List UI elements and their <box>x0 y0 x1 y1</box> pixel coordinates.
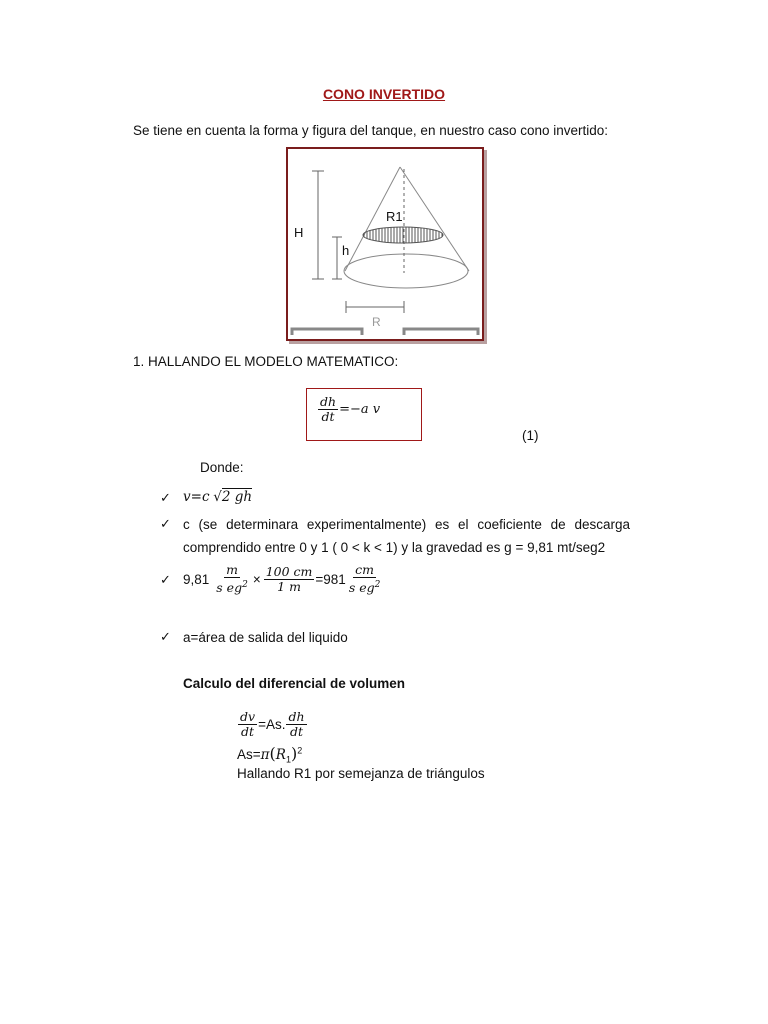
intro-text: Se tiene en cuenta la forma y figura del tanque, en nuestro caso cono invertido: <box>133 123 609 138</box>
velocity-lhs: v= <box>183 489 202 505</box>
donde-label: Donde: <box>200 460 244 475</box>
bullet-coefficient-line-1: c (se determinara experimentalmente) es el coeficiente de descarga <box>183 517 630 532</box>
equation-number: (1) <box>522 428 539 443</box>
numerator: m <box>226 562 238 577</box>
fraction-dh-dt-2 <box>286 710 306 739</box>
numerator: dh <box>320 394 337 409</box>
bullet-coefficient-line-2: comprendido entre 0 y 1 ( 0 < k < 1) y la gravedad es g = 9,81 mt/seg2 <box>183 540 606 555</box>
tank-base-left <box>292 329 362 335</box>
checkmark-icon: ✓ <box>160 491 171 506</box>
cone-figure <box>286 147 484 341</box>
exponent: 2 <box>242 580 248 590</box>
equation-2-mid: =As. <box>258 717 286 732</box>
gravity-value: 9,81 <box>183 571 210 587</box>
tank-base-right <box>404 329 478 335</box>
bullet-velocity <box>183 489 252 505</box>
left-paren-icon: ( <box>269 744 276 763</box>
liquid-surface <box>363 227 443 243</box>
pi-symbol: π <box>260 747 270 763</box>
exponent: 2 <box>374 580 381 590</box>
fraction-dv-dt <box>238 710 257 739</box>
equation-rhs: =−a v <box>339 402 381 417</box>
bullet-area: a=área de salida del liquido <box>183 630 348 645</box>
gravity-result: =981 <box>315 571 346 587</box>
page-title: CONO INVERTIDO <box>322 86 446 102</box>
fraction-m-seg2 <box>214 563 250 595</box>
fraction-dh-dt <box>318 395 338 424</box>
fraction-cm-seg2 <box>347 563 383 595</box>
checkmark-icon: ✓ <box>160 517 171 532</box>
denominator <box>214 578 250 595</box>
equation-1 <box>317 395 380 424</box>
right-paren-icon: ) <box>290 744 298 763</box>
equation-box <box>306 388 422 441</box>
numerator: cm <box>355 562 374 577</box>
label-R: R <box>372 315 381 329</box>
denominator <box>347 578 383 595</box>
denominator: dt <box>289 724 304 739</box>
numerator: dv <box>240 709 256 724</box>
numerator: dh <box>288 709 305 724</box>
radius-subscript: 1 <box>285 754 291 765</box>
equation-3 <box>237 744 302 765</box>
equation-2 <box>237 710 308 739</box>
exponent: 2 <box>297 745 303 756</box>
denominator: dt <box>321 409 335 424</box>
section-heading-1: 1. HALLANDO EL MODELO MATEMATICO: <box>133 354 399 369</box>
radius-symbol: R <box>275 747 286 763</box>
velocity-coef: c <box>201 489 210 505</box>
label-R1: R1 <box>386 209 403 224</box>
bullet-gravity <box>183 563 383 595</box>
denominator-text: s eg <box>348 580 375 596</box>
denominator-text: s eg <box>216 580 243 596</box>
cone-diagram <box>288 149 482 339</box>
checkmark-icon: ✓ <box>160 573 171 588</box>
velocity-radicand: 2 gh <box>221 489 253 505</box>
equation-3-lhs: As= <box>237 747 261 762</box>
numerator: 100 cm <box>265 563 313 579</box>
similar-triangles-text: Hallando R1 por semejanza de triángulos <box>237 766 485 781</box>
section-heading-2: Calculo del diferencial de volumen <box>183 676 406 691</box>
denominator: dt <box>241 724 255 739</box>
sqrt-icon: √ <box>213 489 222 505</box>
denominator: 1 m <box>277 578 301 594</box>
label-h: h <box>342 243 350 258</box>
cone-base-ellipse <box>344 254 468 288</box>
checkmark-icon: ✓ <box>160 630 171 645</box>
times-sign: × <box>252 571 261 587</box>
label-H: H <box>294 225 304 240</box>
fraction-100cm-1m <box>264 565 315 594</box>
